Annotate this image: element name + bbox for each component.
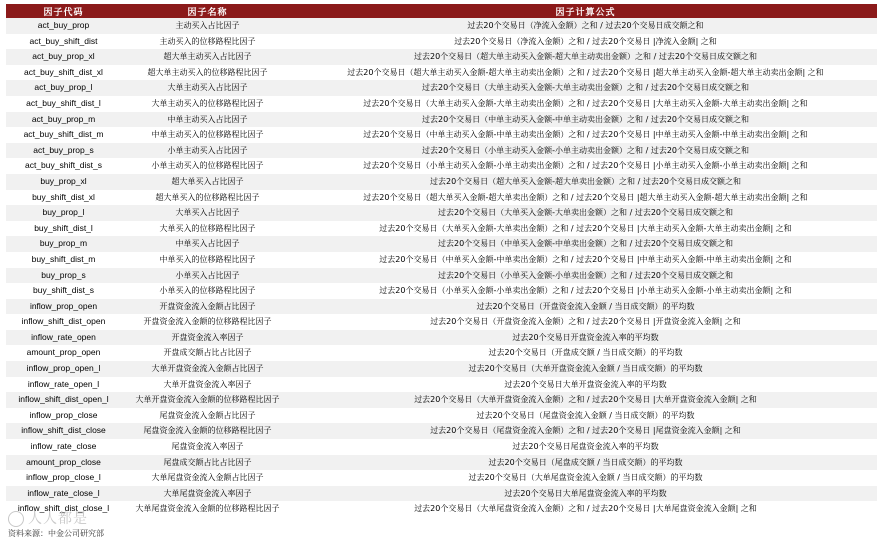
factor-formula-cell: 过去20个交易日（超大单买入金额-超大单卖出金额）之和 / 过去20个交易日 |超大单主动买入金额-超大单主动卖出金额| 之和 xyxy=(294,190,877,206)
factor-formula-cell: 过去20个交易日（中单主动买入金额-中单主动卖出金额）之和 / 过去20个交易日 |中单主动买入金额-中单主动卖出金额| 之和 xyxy=(294,127,877,143)
table-row xyxy=(6,330,877,346)
factor-name-cell: 超大单主动买入的位移路程比因子 xyxy=(121,65,294,81)
factor-formula-cell: 过去20个交易日（尾盘资金流入金额）之和 / 过去20个交易日 |尾盘资金流入金额| 之和 xyxy=(294,423,877,439)
factor-formula-cell: 过去20个交易日（小单买入金额-小单卖出金额）之和 / 过去20个交易日成交额之和 xyxy=(294,268,877,284)
factor-name-cell: 开盘资金流入金额占比因子 xyxy=(121,299,294,315)
table-row xyxy=(6,486,877,502)
factor-formula-cell: 过去20个交易日（大单主动买入金额-大单主动卖出金额）之和 / 过去20个交易日 |大单主动买入金额-大单主动卖出金额| 之和 xyxy=(294,96,877,112)
factor-name-cell: 大单主动买入占比因子 xyxy=(121,80,294,96)
factor-code-cell: buy_shift_dist_l xyxy=(6,221,121,237)
factor-formula-cell: 过去20个交易日（超大单买入金额-超大单卖出金额）之和 / 过去20个交易日成交额之和 xyxy=(294,174,877,190)
table-row xyxy=(6,314,877,330)
table-row xyxy=(6,190,877,206)
factor-formula-cell: 过去20个交易日（中单买入金额-中单卖出金额）之和 / 过去20个交易日 |中单主动买入金额-中单主动卖出金额| 之和 xyxy=(294,252,877,268)
factor-name-cell: 大单开盘资金流入金额的位移路程比因子 xyxy=(121,392,294,408)
table-row xyxy=(6,127,877,143)
table-header xyxy=(6,4,877,18)
table-row xyxy=(6,49,877,65)
factor-code-cell: amount_prop_open xyxy=(6,345,121,361)
factor-formula-cell: 过去20个交易日（小单主动买入金额-小单主动卖出金额）之和 / 过去20个交易日成交额之和 xyxy=(294,143,877,159)
table-row xyxy=(6,439,877,455)
factor-formula-cell: 过去20个交易日（小单买入金额-小单卖出金额）之和 / 过去20个交易日 |小单主动买入金额-小单主动卖出金额| 之和 xyxy=(294,283,877,299)
factor-name-cell: 中单主动买入的位移路程比因子 xyxy=(121,127,294,143)
factor-code-cell: inflow_rate_open_l xyxy=(6,377,121,393)
table-row xyxy=(6,470,877,486)
table-row xyxy=(6,112,877,128)
table-row xyxy=(6,423,877,439)
factor-code-cell: inflow_prop_close xyxy=(6,408,121,424)
factor-code-cell: buy_shift_dist_s xyxy=(6,283,121,299)
factor-code-cell: buy_shift_dist_m xyxy=(6,252,121,268)
factor-formula-cell: 过去20个交易日（大单买入金额-大单卖出金额）之和 / 过去20个交易日成交额之和 xyxy=(294,205,877,221)
factor-name-cell: 尾盘资金流入金额占比因子 xyxy=(121,408,294,424)
factor-name-cell: 超大单主动买入占比因子 xyxy=(121,49,294,65)
table-row xyxy=(6,299,877,315)
factor-name-cell: 小单买入占比因子 xyxy=(121,268,294,284)
factor-code-cell: buy_prop_s xyxy=(6,268,121,284)
table-row xyxy=(6,18,877,34)
factor-name-cell: 大单买入占比因子 xyxy=(121,205,294,221)
factor-name-cell: 主动买入占比因子 xyxy=(121,18,294,34)
factor-formula-cell: 过去20个交易日（大单尾盘资金流入金额）之和 / 过去20个交易日 |大单尾盘资金流入金额| 之和 xyxy=(294,501,877,517)
factor-name-cell: 中单买入的位移路程比因子 xyxy=(121,252,294,268)
factor-name-cell: 尾盘资金流入率因子 xyxy=(121,439,294,455)
factor-name-cell: 开盘资金流入率因子 xyxy=(121,330,294,346)
table-row xyxy=(6,268,877,284)
factor-formula-cell: 过去20个交易日（超大单主动买入金额-超大单主动卖出金额）之和 / 过去20个交易日 |超大单主动买入金额-超大单主动卖出金额| 之和 xyxy=(294,65,877,81)
factor-name-cell: 小单主动买入占比因子 xyxy=(121,143,294,159)
factor-formula-cell: 过去20个交易日（大单主动买入金额-大单主动卖出金额）之和 / 过去20个交易日成交额之和 xyxy=(294,80,877,96)
factor-formula-cell: 过去20个交易日（大单尾盘资金流入金额 / 当日成交额）的平均数 xyxy=(294,470,877,486)
table-row xyxy=(6,455,877,471)
header-factor-code: 因子代码 xyxy=(6,4,121,18)
factor-formula-cell: 过去20个交易日（净流入金额）之和 / 过去20个交易日 |净流入金额| 之和 xyxy=(294,34,877,50)
table-row xyxy=(6,174,877,190)
factor-code-cell: act_buy_shift_dist_s xyxy=(6,158,121,174)
table-row xyxy=(6,283,877,299)
table-row xyxy=(6,221,877,237)
table-row xyxy=(6,143,877,159)
factor-name-cell: 大单尾盘资金流入金额的位移路程比因子 xyxy=(121,501,294,517)
watermark-text: 人人都是 xyxy=(28,511,88,527)
factor-formula-cell: 过去20个交易日（开盘资金流入金额）之和 / 过去20个交易日 |开盘资金流入金额| 之和 xyxy=(294,314,877,330)
factor-formula-cell: 过去20个交易日（开盘成交额 / 当日成交额）的平均数 xyxy=(294,345,877,361)
factor-code-cell: act_buy_shift_dist_l xyxy=(6,96,121,112)
factor-code-cell: buy_prop_m xyxy=(6,236,121,252)
table-row xyxy=(6,80,877,96)
factor-table-container xyxy=(6,4,877,517)
factor-formula-cell: 过去20个交易日（大单开盘资金流入金额）之和 / 过去20个交易日 |大单开盘资金流入金额| 之和 xyxy=(294,392,877,408)
factor-formula-cell: 过去20个交易日尾盘资金流入率的平均数 xyxy=(294,439,877,455)
factor-formula-cell: 过去20个交易日（超大单主动买入金额-超大单主动卖出金额）之和 / 过去20个交易日成交额之和 xyxy=(294,49,877,65)
factor-formula-cell: 过去20个交易日（开盘资金流入金额 / 当日成交额）的平均数 xyxy=(294,299,877,315)
factor-code-cell: inflow_shift_dist_open xyxy=(6,314,121,330)
factor-code-cell: act_buy_prop_s xyxy=(6,143,121,159)
table-row xyxy=(6,236,877,252)
factor-name-cell: 大单尾盘资金流入率因子 xyxy=(121,486,294,502)
header-row xyxy=(6,4,877,18)
table-row xyxy=(6,65,877,81)
factor-name-cell: 超大单买入占比因子 xyxy=(121,174,294,190)
table-row xyxy=(6,205,877,221)
factor-name-cell: 大单开盘资金流入率因子 xyxy=(121,377,294,393)
factor-formula-cell: 过去20个交易日开盘资金流入率的平均数 xyxy=(294,330,877,346)
factor-code-cell: act_buy_shift_dist_xl xyxy=(6,65,121,81)
factor-code-cell: inflow_shift_dist_close_l xyxy=(6,501,121,517)
table-row xyxy=(6,158,877,174)
factor-name-cell: 大单开盘资金流入金额占比因子 xyxy=(121,361,294,377)
factor-name-cell: 大单尾盘资金流入金额占比因子 xyxy=(121,470,294,486)
factor-name-cell: 开盘成交额占比占比因子 xyxy=(121,345,294,361)
factor-code-cell: inflow_rate_open xyxy=(6,330,121,346)
factor-name-cell: 小单买入的位移路程比因子 xyxy=(121,283,294,299)
factor-code-cell: act_buy_shift_dist_m xyxy=(6,127,121,143)
factor-code-cell: inflow_rate_close_l xyxy=(6,486,121,502)
factor-name-cell: 中单买入占比因子 xyxy=(121,236,294,252)
factor-formula-cell: 过去20个交易日（中单主动买入金额-中单主动卖出金额）之和 / 过去20个交易日成交额之和 xyxy=(294,112,877,128)
factor-formula-cell: 过去20个交易日（尾盘成交额 / 当日成交额）的平均数 xyxy=(294,455,877,471)
factor-code-cell: buy_prop_xl xyxy=(6,174,121,190)
factor-code-cell: act_buy_prop xyxy=(6,18,121,34)
factor-name-cell: 主动买入的位移路程比因子 xyxy=(121,34,294,50)
factor-formula-cell: 过去20个交易日（尾盘资金流入金额 / 当日成交额）的平均数 xyxy=(294,408,877,424)
factor-code-cell: amount_prop_close xyxy=(6,455,121,471)
factor-code-cell: buy_shift_dist_xl xyxy=(6,190,121,206)
factor-name-cell: 大单主动买入的位移路程比因子 xyxy=(121,96,294,112)
factor-name-cell: 小单主动买入的位移路程比因子 xyxy=(121,158,294,174)
table-row xyxy=(6,501,877,517)
factor-code-cell: inflow_prop_open_l xyxy=(6,361,121,377)
factor-formula-cell: 过去20个交易日（中单买入金额-中单卖出金额）之和 / 过去20个交易日成交额之和 xyxy=(294,236,877,252)
factor-table xyxy=(6,4,877,517)
factor-code-cell: inflow_prop_open xyxy=(6,299,121,315)
table-row xyxy=(6,34,877,50)
factor-formula-cell: 过去20个交易日（大单买入金额-大单卖出金额）之和 / 过去20个交易日 |大单主动买入金额-大单主动卖出金额| 之和 xyxy=(294,221,877,237)
table-row xyxy=(6,96,877,112)
factor-name-cell: 尾盘资金流入金额的位移路程比因子 xyxy=(121,423,294,439)
watermark-logo-icon xyxy=(8,511,24,527)
factor-name-cell: 开盘资金流入金额的位移路程比因子 xyxy=(121,314,294,330)
factor-code-cell: inflow_shift_dist_close xyxy=(6,423,121,439)
factor-code-cell: act_buy_shift_dist xyxy=(6,34,121,50)
factor-formula-cell: 过去20个交易日（净流入金额）之和 / 过去20个交易日成交额之和 xyxy=(294,18,877,34)
factor-name-cell: 中单主动买入占比因子 xyxy=(121,112,294,128)
header-factor-name: 因子名称 xyxy=(121,4,294,18)
factor-formula-cell: 过去20个交易日（小单主动买入金额-小单主动卖出金额）之和 / 过去20个交易日 |小单主动买入金额-小单主动卖出金额| 之和 xyxy=(294,158,877,174)
factor-formula-cell: 过去20个交易日（大单开盘资金流入金额 / 当日成交额）的平均数 xyxy=(294,361,877,377)
factor-formula-cell: 过去20个交易日大单尾盘资金流入率的平均数 xyxy=(294,486,877,502)
factor-code-cell: inflow_prop_close_l xyxy=(6,470,121,486)
factor-name-cell: 大单买入的位移路程比因子 xyxy=(121,221,294,237)
factor-code-cell: buy_prop_l xyxy=(6,205,121,221)
header-factor-formula: 因子计算公式 xyxy=(294,4,877,18)
table-row xyxy=(6,408,877,424)
table-row xyxy=(6,377,877,393)
watermark xyxy=(8,508,88,528)
factor-name-cell: 尾盘成交额占比占比因子 xyxy=(121,455,294,471)
table-row xyxy=(6,252,877,268)
factor-code-cell: act_buy_prop_l xyxy=(6,80,121,96)
table-row xyxy=(6,361,877,377)
table-body xyxy=(6,18,877,517)
factor-code-cell: inflow_rate_close xyxy=(6,439,121,455)
source-note: 资料来源：中金公司研究部 xyxy=(8,529,104,538)
factor-code-cell: act_buy_prop_xl xyxy=(6,49,121,65)
factor-name-cell: 超大单买入的位移路程比因子 xyxy=(121,190,294,206)
factor-code-cell: act_buy_prop_m xyxy=(6,112,121,128)
table-row xyxy=(6,345,877,361)
factor-formula-cell: 过去20个交易日大单开盘资金流入率的平均数 xyxy=(294,377,877,393)
factor-code-cell: inflow_shift_dist_open_l xyxy=(6,392,121,408)
table-row xyxy=(6,392,877,408)
